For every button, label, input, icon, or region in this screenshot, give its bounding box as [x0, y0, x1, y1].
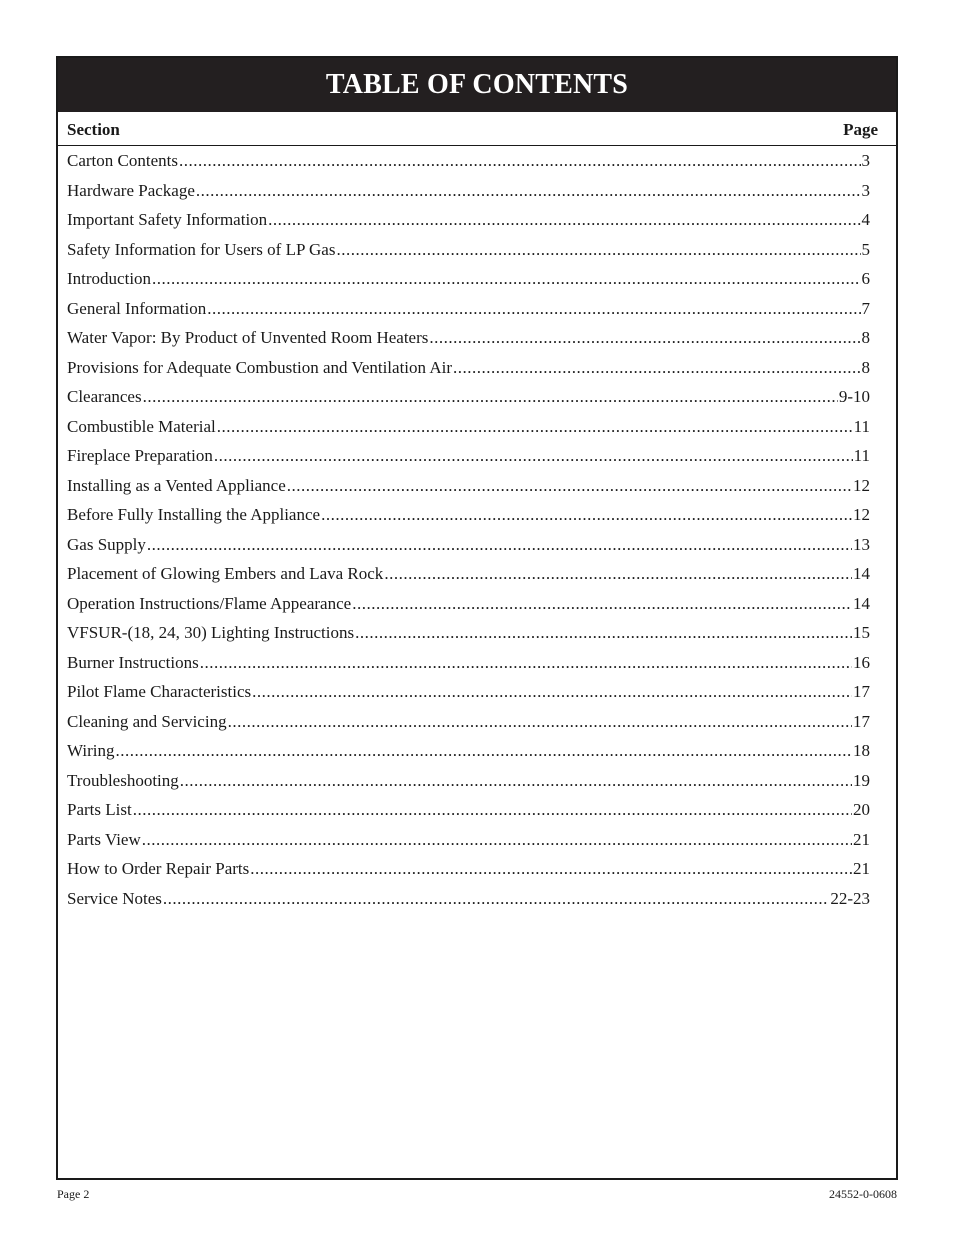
dot-leader [217, 412, 853, 442]
toc-entry-page: 18 [853, 741, 870, 760]
toc-entry-title: Burner Instructions [67, 652, 199, 672]
toc-entry [67, 205, 870, 235]
toc-entry [67, 500, 870, 530]
dot-leader [384, 559, 852, 589]
toc-entry-page: 14 [853, 593, 870, 613]
toc-entry-page: 21 [853, 829, 870, 849]
toc-entry-title: Troubleshooting [67, 770, 179, 790]
toc-entry-page: 12 [853, 475, 870, 495]
toc-entry-title: VFSUR-(18, 24, 30) Lighting Instructions [67, 623, 355, 642]
toc-entry [67, 412, 870, 442]
toc-entry-title: Gas Supply [67, 534, 146, 554]
dot-leader [133, 795, 852, 825]
page-title: TABLE OF CONTENTS [325, 69, 629, 100]
dot-leader [268, 205, 860, 235]
toc-entry-page: 13 [853, 534, 870, 554]
toc-entry [67, 677, 870, 707]
toc-entry [67, 323, 870, 353]
dot-leader [214, 441, 853, 471]
toc-entry-title: Water Vapor: By Product of Unvented Room Heaters [67, 328, 429, 347]
dot-leader [152, 264, 860, 294]
dot-leader [453, 353, 861, 383]
toc-entry-page: 11 [853, 446, 870, 465]
toc-entry-title: General Information [67, 298, 207, 318]
toc-entry [67, 589, 870, 619]
dot-leader [228, 707, 852, 737]
toc-entry-page: 12 [853, 505, 870, 524]
toc-entry-page: 9-10 [838, 387, 870, 406]
toc-entry [67, 736, 870, 766]
toc-entry-title: Pilot Flame Characteristics [67, 682, 252, 701]
toc-entry-page: 8 [861, 357, 870, 377]
toc-entry [67, 176, 870, 206]
toc-entry-title: Fireplace Preparation [67, 446, 213, 465]
toc-entry [67, 854, 870, 884]
toc-entry-page: 14 [853, 564, 870, 583]
dot-leader [179, 146, 861, 176]
toc-entry-page: 4 [861, 210, 870, 229]
toc-entry-page: 3 [861, 151, 870, 170]
footer-document-number: 24552-0-0608 [829, 1187, 897, 1201]
toc-entry-page: 15 [853, 623, 870, 642]
column-header [58, 112, 896, 146]
dot-leader [143, 382, 838, 412]
toc-entry [67, 353, 870, 383]
toc-entry-title: Cleaning and Servicing [67, 711, 227, 731]
toc-entry-page: 7 [861, 298, 870, 318]
toc-entry-title: Combustible Material [67, 416, 216, 436]
toc-entry-page: 3 [861, 180, 870, 200]
toc-entry [67, 294, 870, 324]
toc-entry [67, 146, 870, 176]
toc-entry [67, 766, 870, 796]
toc-list [58, 146, 896, 913]
dot-leader [352, 589, 852, 619]
toc-frame [56, 56, 898, 1180]
toc-entry [67, 795, 870, 825]
toc-entry-title: Service Notes [67, 888, 162, 908]
toc-entry [67, 707, 870, 737]
dot-leader [252, 677, 852, 707]
dot-leader [287, 471, 852, 501]
toc-entry-title: Parts List [67, 800, 132, 819]
dot-leader [429, 323, 860, 353]
toc-entry-page: 19 [853, 770, 870, 790]
toc-entry-title: Operation Instructions/Flame Appearance [67, 593, 352, 613]
toc-entry-title: How to Order Repair Parts [67, 859, 250, 878]
toc-entry [67, 530, 870, 560]
toc-entry [67, 235, 870, 265]
toc-entry [67, 559, 870, 589]
dot-leader [250, 854, 852, 884]
toc-entry [67, 471, 870, 501]
dot-leader [180, 766, 852, 796]
toc-entry-title: Provisions for Adequate Combustion and Ventilation Air [67, 357, 452, 377]
toc-entry-title: Placement of Glowing Embers and Lava Rock [67, 564, 384, 583]
toc-entry-title: Safety Information for Users of LP Gas [67, 239, 336, 259]
toc-entry-title: Clearances [67, 387, 142, 406]
toc-entry [67, 441, 870, 471]
toc-entry [67, 884, 870, 914]
dot-leader [142, 825, 852, 855]
toc-entry-page: 17 [853, 682, 870, 701]
toc-entry-title: Important Safety Information [67, 210, 268, 229]
toc-entry-title: Wiring [67, 741, 115, 760]
section-column-label: Section [67, 120, 120, 139]
toc-entry-page: 20 [853, 800, 870, 819]
dot-leader [321, 500, 852, 530]
toc-entry-page: 21 [853, 859, 870, 878]
toc-entry [67, 618, 870, 648]
toc-entry-title: Hardware Package [67, 180, 195, 200]
toc-entry-page: 8 [861, 328, 870, 347]
toc-entry [67, 382, 870, 412]
page-column-label: Page [843, 120, 878, 139]
toc-entry-page: 6 [861, 269, 870, 288]
dot-leader [147, 530, 852, 560]
toc-entry-title: Carton Contents [67, 151, 178, 170]
toc-entry-title: Introduction [67, 269, 152, 288]
page-footer [57, 1187, 897, 1202]
toc-entry-page: 22-23 [830, 888, 870, 908]
dot-leader [196, 176, 861, 206]
dot-leader [115, 736, 852, 766]
toc-entry [67, 825, 870, 855]
toc-entry-title: Before Fully Installing the Appliance [67, 505, 321, 524]
dot-leader [163, 884, 829, 914]
toc-entry [67, 648, 870, 678]
toc-entry-page: 17 [853, 711, 870, 731]
title-bar [58, 58, 896, 112]
toc-entry-title: Installing as a Vented Appliance [67, 475, 286, 495]
toc-entry-page: 5 [861, 239, 870, 259]
toc-entry-page: 16 [853, 652, 870, 672]
footer-page-number: Page 2 [57, 1187, 90, 1201]
dot-leader [200, 648, 852, 678]
dot-leader [207, 294, 860, 324]
dot-leader [355, 618, 852, 648]
toc-entry-title: Parts View [67, 829, 141, 849]
toc-entry [67, 264, 870, 294]
toc-entry-page: 11 [853, 416, 870, 436]
dot-leader [336, 235, 860, 265]
